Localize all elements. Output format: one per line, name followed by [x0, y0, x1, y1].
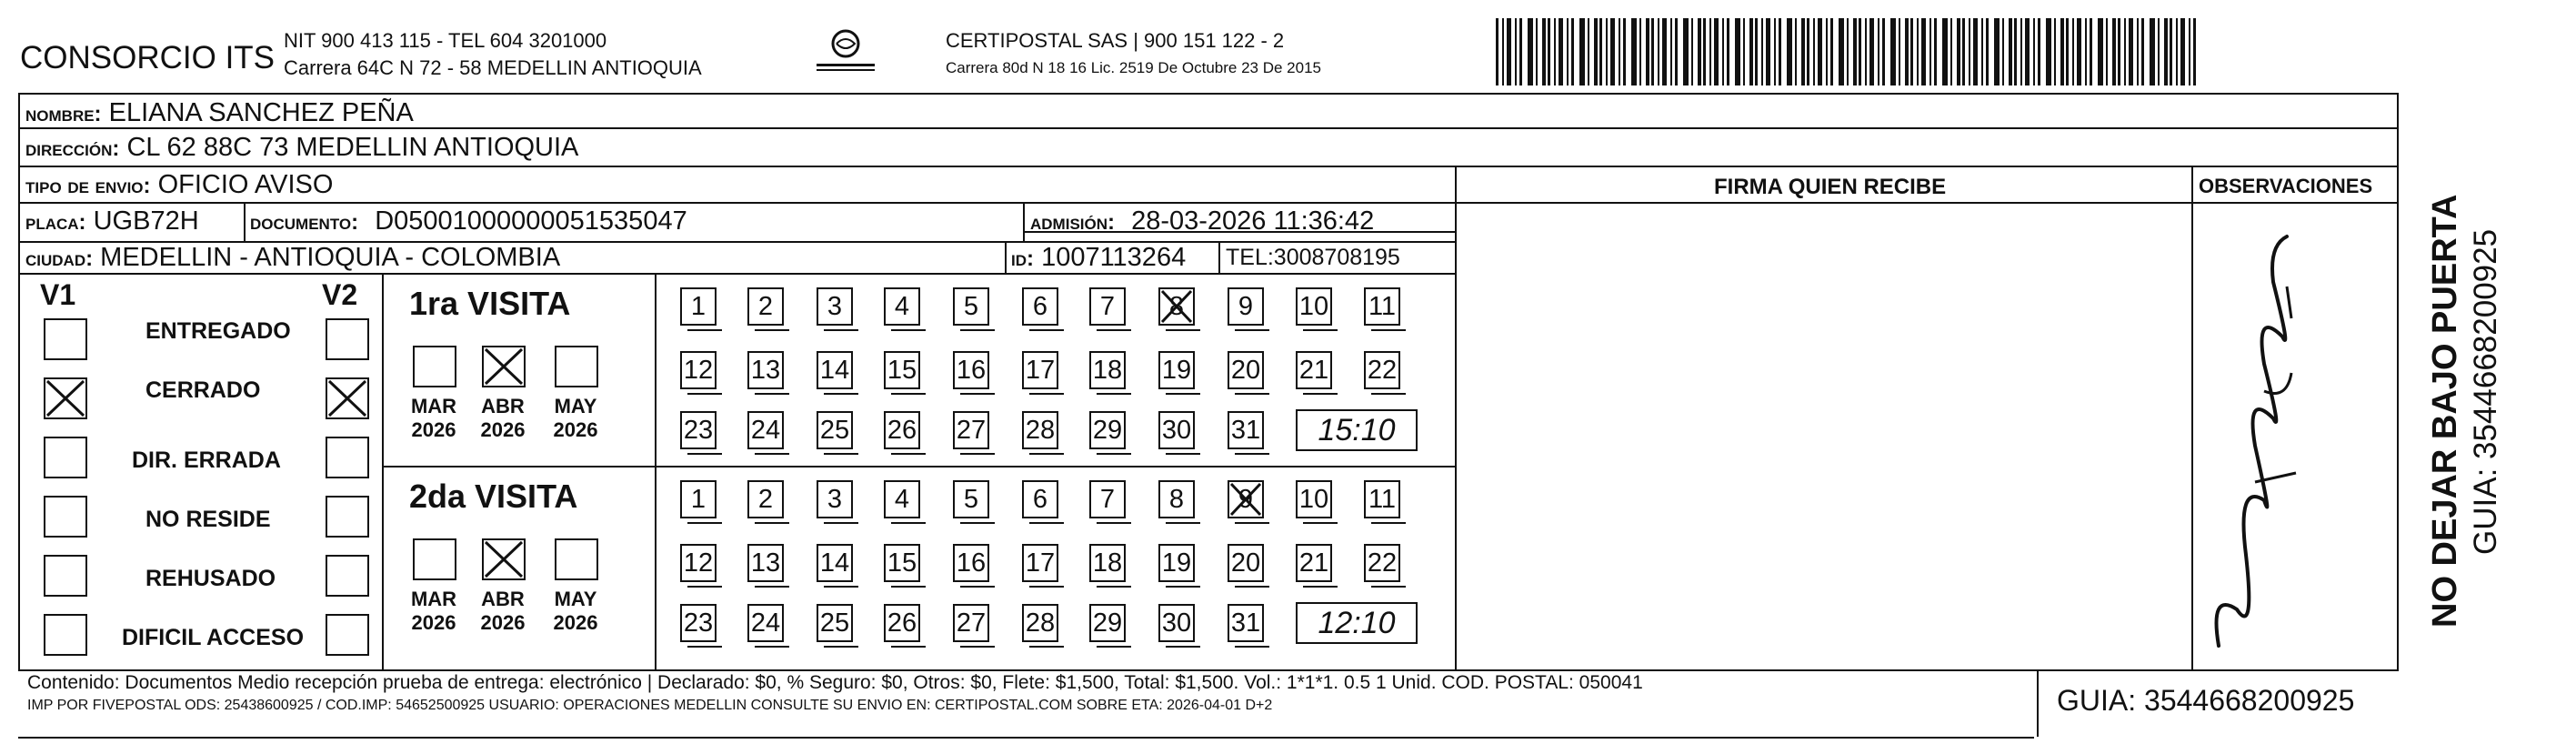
day-box[interactable]: 3 — [817, 287, 853, 326]
visit-time: 15:10 — [1296, 409, 1418, 451]
status-label: REHUSADO — [145, 566, 276, 591]
day-box[interactable]: 5 — [953, 287, 989, 326]
v1-header: V1 — [40, 278, 76, 311]
month-checkbox[interactable] — [555, 346, 598, 387]
footer-imp: IMP POR FIVEPOSTAL ODS: 25438600925 / COD.IMP: 54652500925 USUARIO: OPERACIONES MEDELLIN CONSULTE SU ENVIO EN: CERTIPOSTAL.COM SOBRE ETA: 2026-04-01 D+2 — [27, 698, 1273, 713]
day-box[interactable]: 3 — [817, 480, 853, 518]
month-label: MAY 2026 — [553, 395, 598, 442]
side-guia: GUIA: 3544668200925 — [2468, 228, 2503, 555]
month-checkbox[interactable] — [413, 346, 456, 387]
day-box[interactable]: 13 — [747, 351, 784, 389]
day-box[interactable]: 30 — [1158, 604, 1195, 642]
day-box[interactable]: 17 — [1022, 351, 1058, 389]
visit-title: 1ra VISITA — [409, 285, 571, 322]
day-box[interactable]: 31 — [1228, 604, 1264, 642]
tel-value: 3008708195 — [1273, 245, 1400, 270]
company-address: Carrera 64C N 72 - 58 MEDELLIN ANTIOQUIA — [284, 56, 702, 79]
day-box[interactable]: 12 — [680, 544, 717, 582]
documento-label: documento: — [250, 210, 359, 235]
day-box[interactable]: 23 — [680, 411, 717, 449]
observaciones-header: OBSERVACIONES — [2199, 175, 2373, 197]
month-label: ABR 2026 — [480, 395, 526, 442]
v2-checkbox[interactable] — [326, 496, 369, 538]
placa-label: placa: — [25, 210, 86, 235]
day-box[interactable]: 18 — [1089, 351, 1126, 389]
placa-value: UGB72H — [93, 206, 199, 236]
month-checkbox[interactable] — [482, 538, 526, 580]
side-no-dejar: NO DEJAR BAJO PUERTA — [2426, 194, 2464, 628]
status-label: CERRADO — [145, 377, 261, 403]
v1-checkbox[interactable] — [44, 555, 87, 597]
footer-contenido: Contenido: Documentos Medio recepción prueba de entrega: electrónico | Declarado: $0, % Seguro: $0, Otros: $0, Flete: $1,500, Total: $1,500. Vol.: 1*1*1. 0.5 1 Unid. COD. POSTAL: 050041 — [27, 672, 1643, 693]
nombre-value: ELIANA SANCHEZ PEÑA — [108, 98, 414, 127]
day-box[interactable]: 10 — [1296, 480, 1332, 518]
company-name: CONSORCIO ITS — [20, 40, 276, 75]
v2-checkbox[interactable] — [326, 437, 369, 478]
month-label: MAY 2026 — [553, 588, 598, 635]
month-label: MAR 2026 — [410, 395, 457, 442]
documento-value: D05001000000051535047 — [375, 206, 687, 236]
day-box[interactable]: 27 — [953, 604, 989, 642]
day-box[interactable]: 20 — [1228, 544, 1264, 582]
ciudad-value: MEDELLIN - ANTIOQUIA - COLOMBIA — [100, 243, 561, 272]
day-box[interactable]: 9 — [1228, 287, 1264, 326]
day-box[interactable]: 26 — [884, 604, 920, 642]
day-box[interactable]: 12 — [680, 351, 717, 389]
day-box[interactable]: 14 — [817, 544, 853, 582]
direccion-value: CL 62 88C 73 MEDELLIN ANTIOQUIA — [126, 133, 579, 162]
day-box[interactable]: 1 — [680, 480, 717, 518]
nombre-label: nombre: — [25, 102, 102, 126]
tel-label: TEL: — [1226, 245, 1274, 270]
day-box[interactable]: 25 — [817, 604, 853, 642]
status-label: DIR. ERRADA — [132, 447, 281, 473]
signature — [2200, 209, 2310, 664]
month-label: MAR 2026 — [410, 588, 457, 635]
day-box[interactable]: 13 — [747, 544, 784, 582]
v1-checkbox[interactable] — [44, 318, 87, 360]
day-box[interactable]: 11 — [1364, 287, 1400, 326]
day-box[interactable]: 6 — [1022, 287, 1058, 326]
day-box[interactable]: 9 — [1228, 480, 1264, 518]
month-label: ABR 2026 — [480, 588, 526, 635]
day-box[interactable]: 16 — [953, 351, 989, 389]
visit-time: 12:10 — [1296, 602, 1418, 644]
v2-checkbox[interactable] — [326, 555, 369, 597]
day-box[interactable]: 30 — [1158, 411, 1195, 449]
status-label: NO RESIDE — [145, 507, 271, 532]
tipo-envio-value: OFICIO AVISO — [157, 170, 334, 199]
month-checkbox[interactable] — [555, 538, 598, 580]
day-box[interactable]: 24 — [747, 411, 784, 449]
day-box[interactable]: 15 — [884, 544, 920, 582]
day-box[interactable]: 7 — [1089, 287, 1126, 326]
day-box[interactable]: 27 — [953, 411, 989, 449]
admision-value: 28-03-2026 11:36:42 — [1131, 206, 1375, 236]
admision-label: admisión: — [1030, 210, 1115, 235]
day-box[interactable]: 10 — [1296, 287, 1332, 326]
footer-guia: GUIA: 3544668200925 — [2057, 684, 2355, 717]
certipostal-logo — [809, 27, 882, 78]
firma-header: FIRMA QUIEN RECIBE — [1714, 175, 1947, 199]
v1-checkbox[interactable] — [44, 377, 87, 419]
day-box[interactable]: 19 — [1158, 351, 1195, 389]
day-box[interactable]: 16 — [953, 544, 989, 582]
status-label: ENTREGADO — [145, 318, 291, 344]
v2-checkbox[interactable] — [326, 614, 369, 656]
month-checkbox[interactable] — [482, 346, 526, 387]
courier-address: Carrera 80d N 18 16 Lic. 2519 De Octubre 23 De 2015 — [946, 59, 1321, 76]
day-box[interactable]: 28 — [1022, 604, 1058, 642]
status-label: DIFICIL ACCESO — [122, 625, 305, 650]
day-box[interactable]: 28 — [1022, 411, 1058, 449]
day-box[interactable]: 21 — [1296, 544, 1332, 582]
day-box[interactable]: 2 — [747, 287, 784, 326]
v1-checkbox[interactable] — [44, 496, 87, 538]
day-box[interactable]: 4 — [884, 480, 920, 518]
day-box[interactable]: 15 — [884, 351, 920, 389]
v2-header: V2 — [322, 278, 358, 311]
v1-checkbox[interactable] — [44, 614, 87, 656]
day-box[interactable]: 17 — [1022, 544, 1058, 582]
v2-checkbox[interactable] — [326, 318, 369, 360]
visit-title: 2da VISITA — [409, 478, 578, 515]
day-box[interactable]: 29 — [1089, 604, 1126, 642]
id-label: id: — [1011, 246, 1034, 271]
company-nit: NIT 900 413 115 - TEL 604 3201000 — [284, 29, 607, 52]
ciudad-label: ciudad: — [25, 246, 94, 271]
day-box[interactable]: 25 — [817, 411, 853, 449]
day-box[interactable]: 18 — [1089, 544, 1126, 582]
day-box[interactable]: 8 — [1158, 287, 1195, 326]
day-box[interactable]: 8 — [1158, 480, 1195, 518]
day-box[interactable]: 1 — [680, 287, 717, 326]
day-box[interactable]: 2 — [747, 480, 784, 518]
day-box[interactable]: 11 — [1364, 480, 1400, 518]
day-box[interactable]: 19 — [1158, 544, 1195, 582]
month-checkbox[interactable] — [413, 538, 456, 580]
day-box[interactable]: 23 — [680, 604, 717, 642]
day-box[interactable]: 31 — [1228, 411, 1264, 449]
day-box[interactable]: 7 — [1089, 480, 1126, 518]
tipo-envio-label: tipo de envio: — [25, 174, 151, 198]
direccion-label: dirección: — [25, 136, 120, 161]
day-box[interactable]: 29 — [1089, 411, 1126, 449]
courier-name: CERTIPOSTAL SAS | 900 151 122 - 2 — [946, 29, 1285, 52]
day-box[interactable]: 24 — [747, 604, 784, 642]
day-box[interactable]: 26 — [884, 411, 920, 449]
v2-checkbox[interactable] — [326, 377, 369, 419]
day-box[interactable]: 14 — [817, 351, 853, 389]
day-box[interactable]: 20 — [1228, 351, 1264, 389]
day-box[interactable]: 21 — [1296, 351, 1332, 389]
v1-checkbox[interactable] — [44, 437, 87, 478]
day-box[interactable]: 4 — [884, 287, 920, 326]
day-box[interactable]: 22 — [1364, 351, 1400, 389]
day-box[interactable]: 6 — [1022, 480, 1058, 518]
day-box[interactable]: 22 — [1364, 544, 1400, 582]
id-value: 1007113264 — [1041, 243, 1187, 272]
day-box[interactable]: 5 — [953, 480, 989, 518]
